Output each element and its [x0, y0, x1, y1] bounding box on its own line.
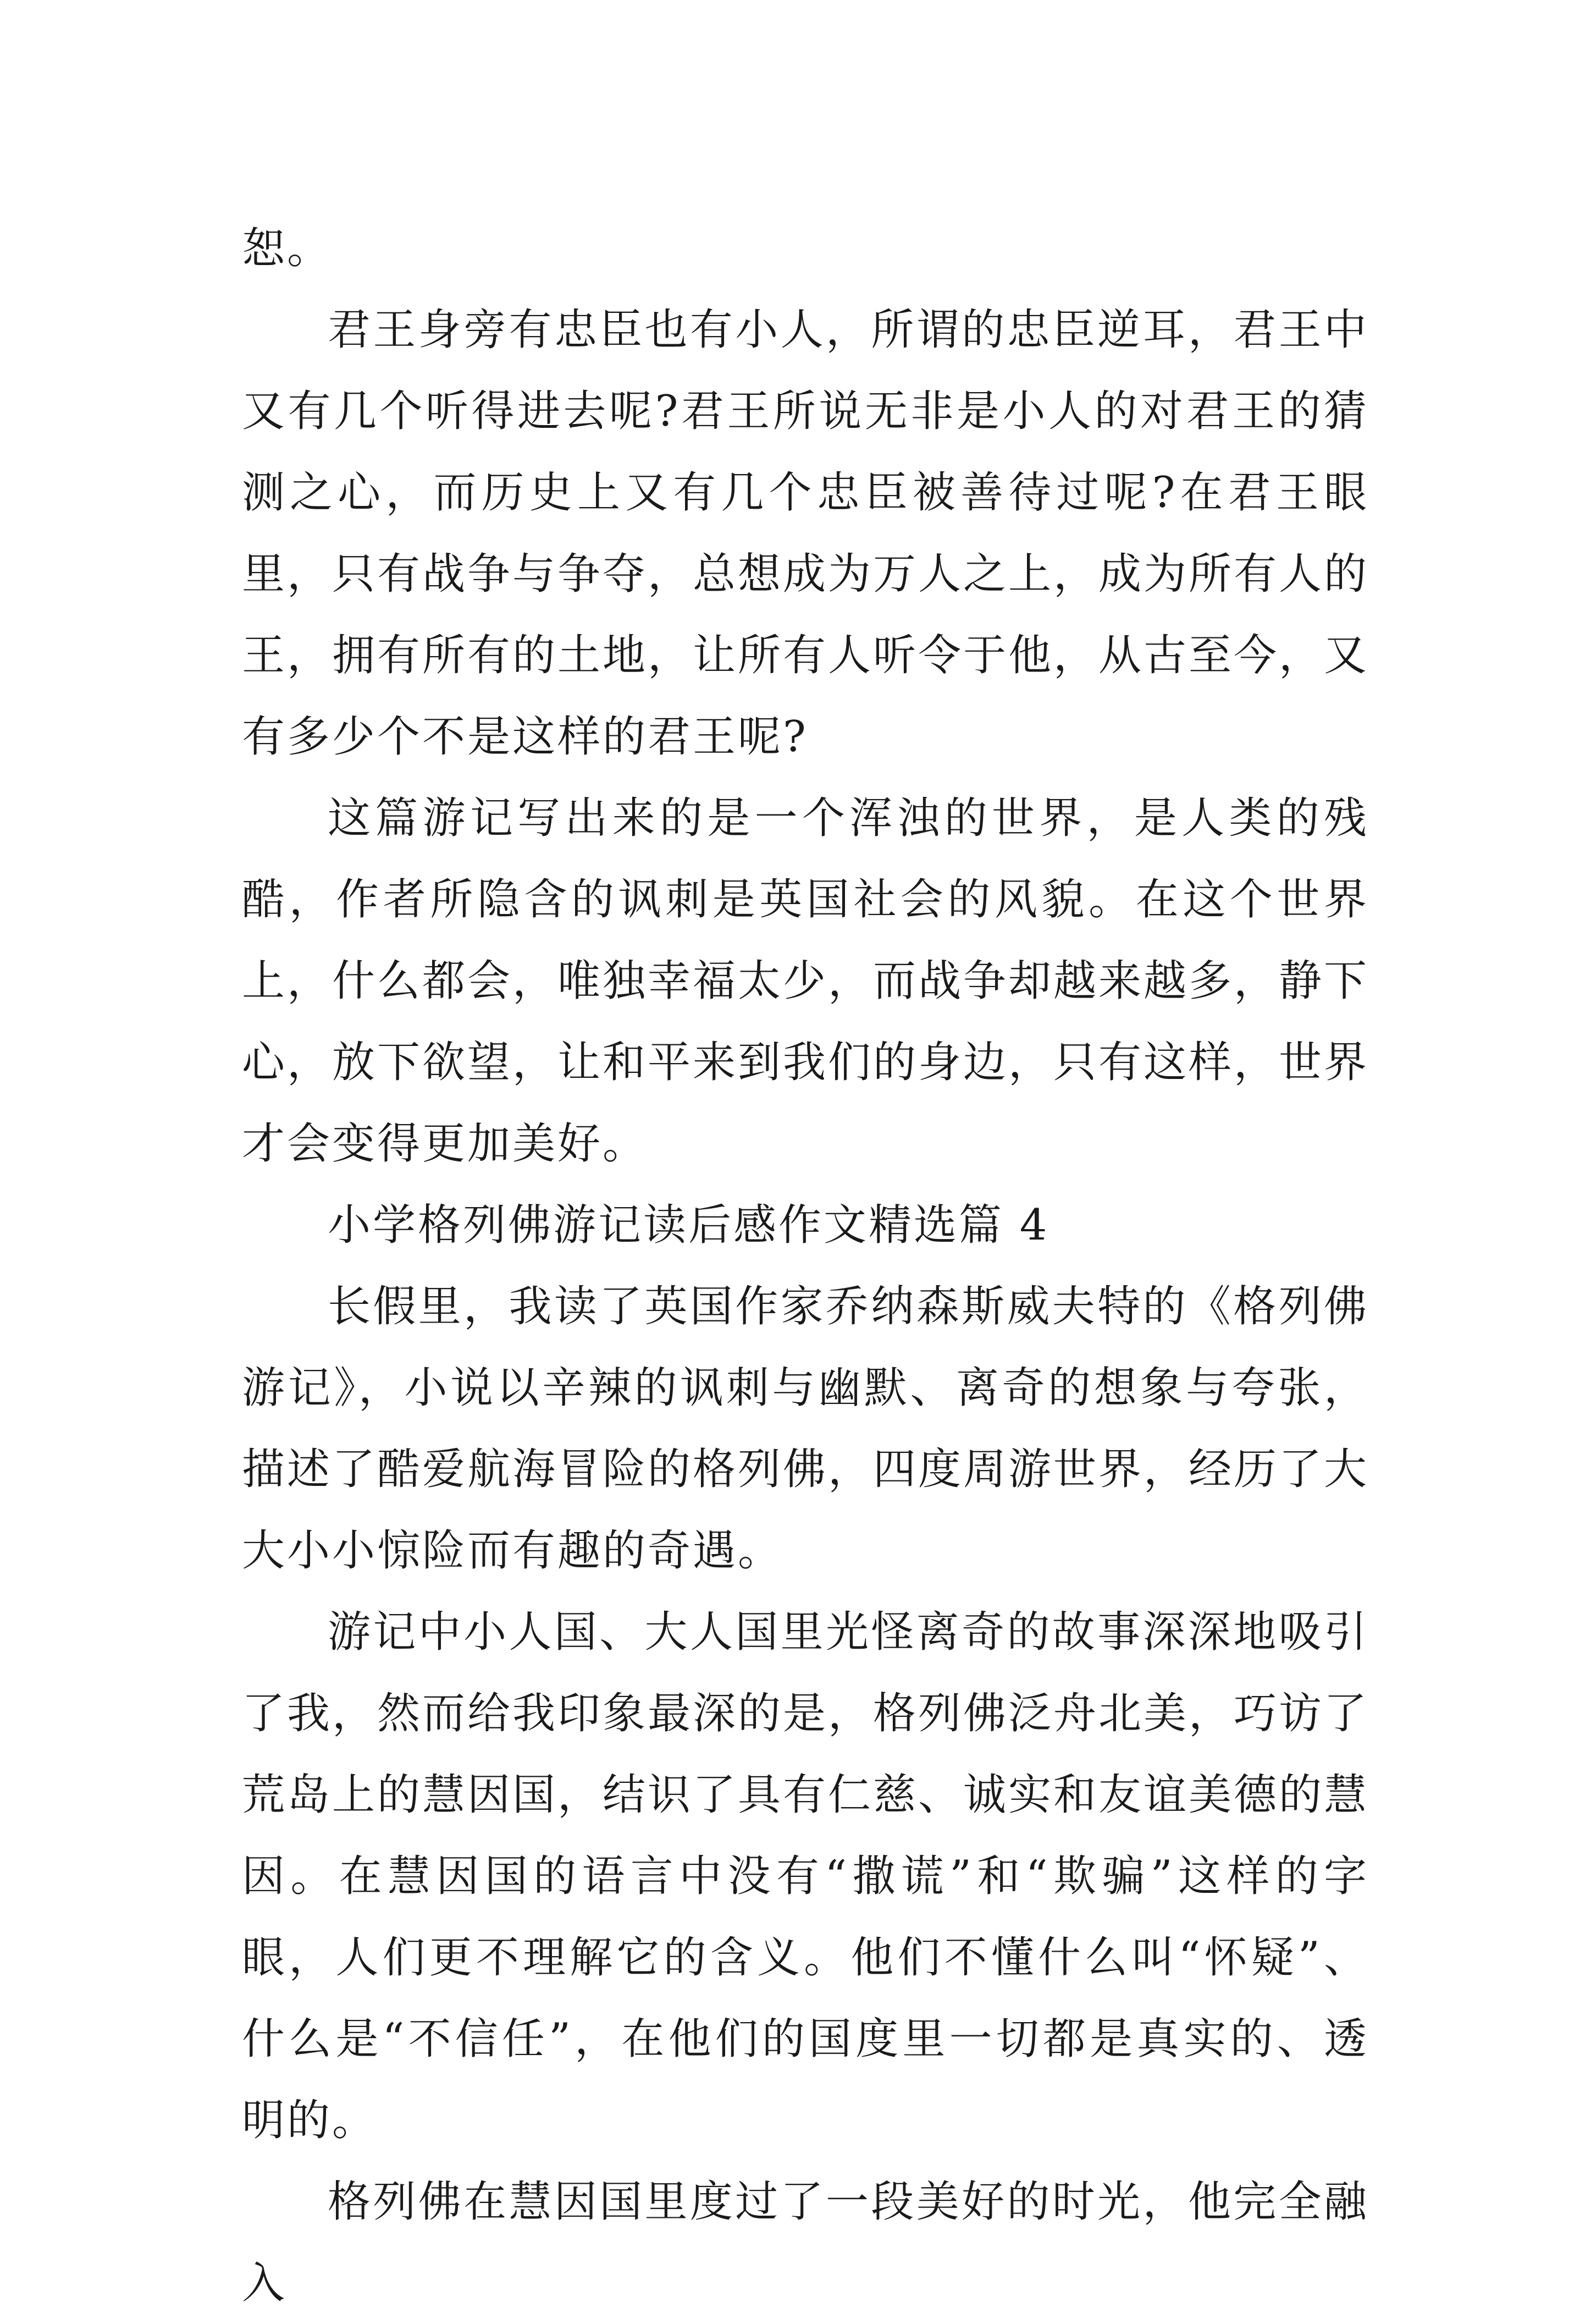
section-heading: 小学格列佛游记读后感作文精选篇 4 [328, 1200, 1049, 1250]
paragraph: 格列佛在慧因国里度过了一段美好的时光，他完全融入 [242, 2177, 1369, 2308]
paragraph: 长假里，我读了英国作家乔纳森斯威夫特的《格列佛游记》，小说以辛辣的讽刺与幽默、离奇的想象与夸张，描述了酷爱航海冒险的格列佛，四度周游世界，经历了大大小小惊险而有趣的奇遇。 [242, 1282, 1369, 1576]
paragraph: 这篇游记写出来的是一个浑浊的世界，是人类的残酷，作者所隐含的讽刺是英国社会的风貌。在这个世界上，什么都会，唯独幸福太少，而战争却越来越多，静下心，放下欲望，让和平来到我们的身边，只有这样，世界才会变得更加美好。 [242, 794, 1369, 1169]
paragraph: 君王身旁有忠臣也有小人，所谓的忠臣逆耳，君王中又有几个听得进去呢?君王所说无非是小人的对君王的猜测之心，而历史上又有几个忠臣被善待过呢?在君王眼里，只有战争与争夺，总想成为万人之上，成为所有人的王，拥有所有的土地，让所有人听令于他，从古至今，又有多少个不是这样的君王呢? [242, 305, 1369, 762]
paragraph-continuation: 恕。 [242, 224, 333, 273]
document-body [242, 208, 1369, 2324]
paragraph: 游记中小人国、大人国里光怪离奇的故事深深地吸引了我，然而给我印象最深的是，格列佛泛舟北美，巧访了荒岛上的慧因国，结识了具有仁慈、诚实和友谊美德的慧因。在慧因国的语言中没有“撒谎”和“欺骗”这样的字眼，人们更不理解它的含义。他们不懂什么叫“怀疑”、什么是“不信任”，在他们的国度里一切都是真实的、透明的。 [242, 1607, 1369, 2145]
